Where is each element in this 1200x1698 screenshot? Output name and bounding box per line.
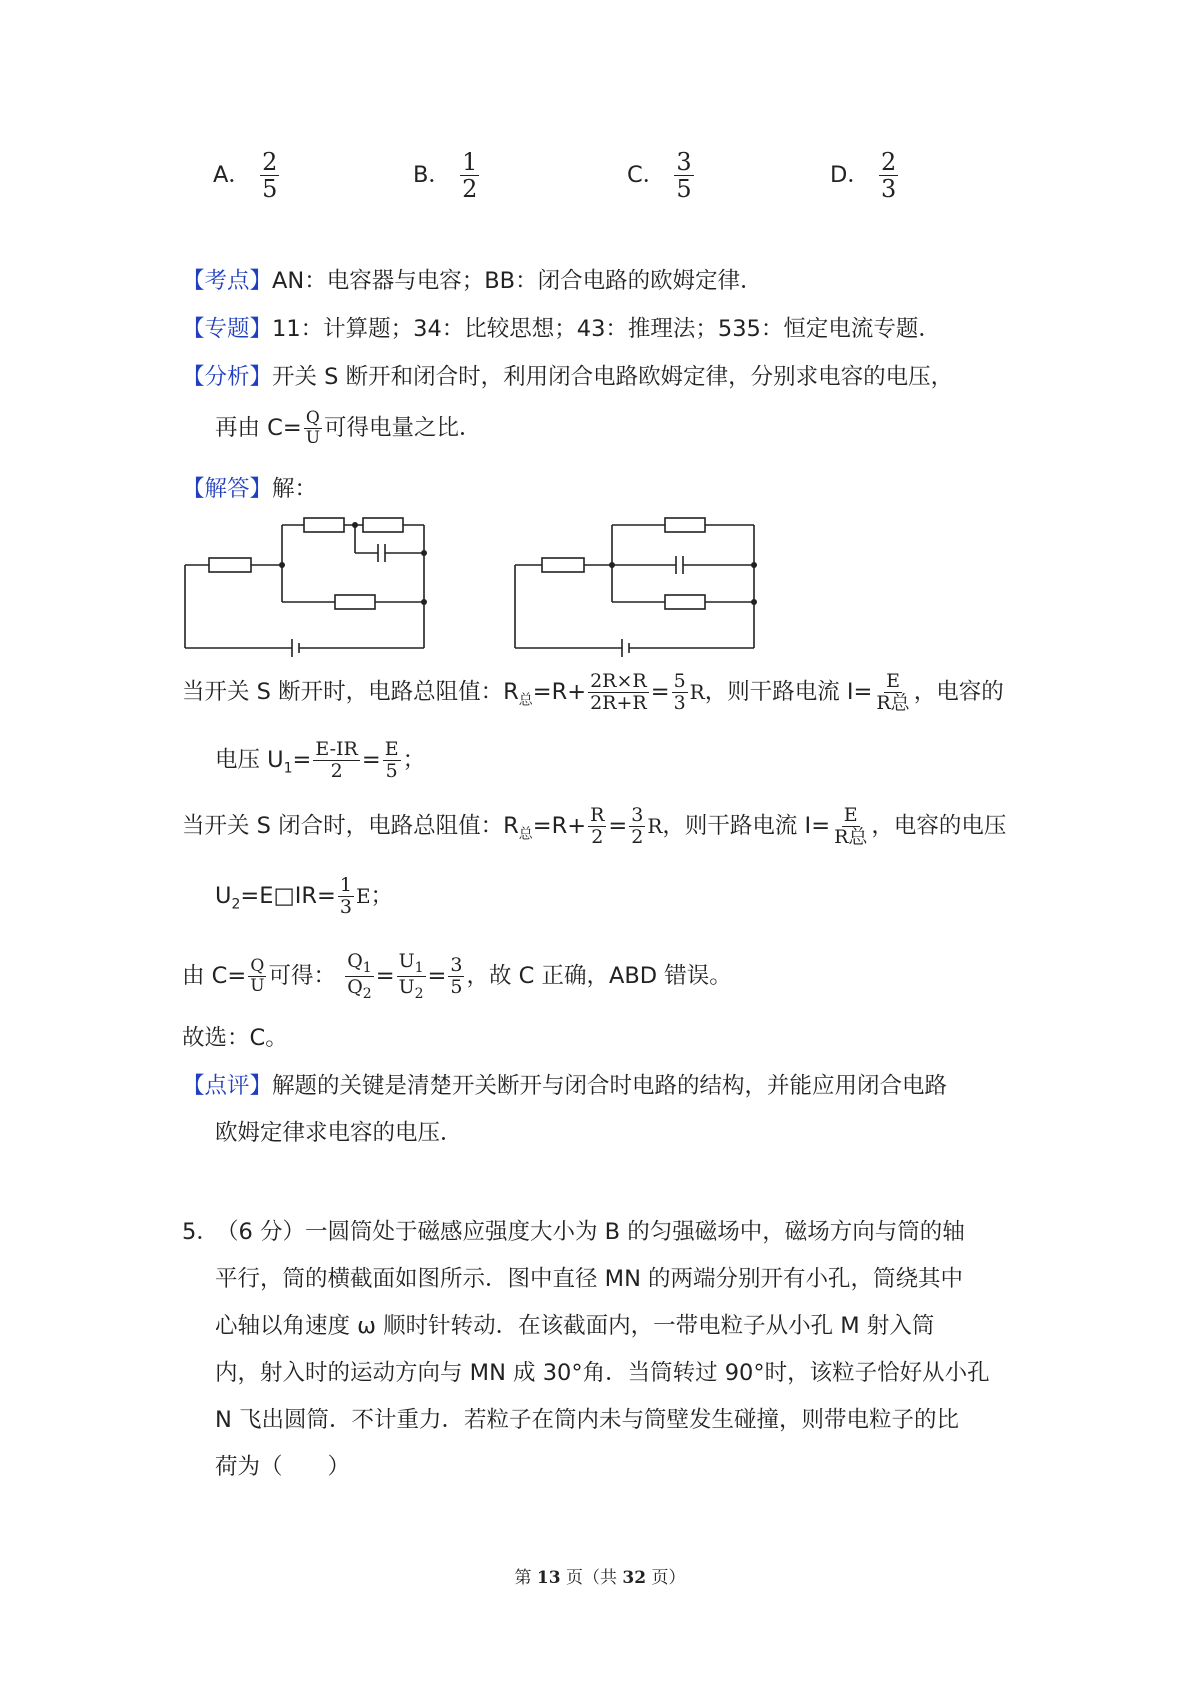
open-pre: 当开关 S 断开时，电路总阻值：R	[182, 679, 519, 705]
junction-dot	[421, 599, 427, 605]
fenxi-line1	[182, 362, 953, 392]
option-a-label: A．	[213, 162, 251, 188]
jieda-line	[182, 474, 317, 504]
q5-line2: 平行，筒的横截面如图所示．图中直径 MN 的两端分别开有小孔，筒绕其中	[215, 1266, 964, 1292]
open-fraction-4: $\frac{E-IR}{2}$	[315, 738, 358, 782]
resistor	[304, 518, 344, 532]
option-b	[413, 150, 481, 201]
dianping-line2: 欧姆定律求电容的电压．	[215, 1120, 463, 1146]
option-b-label: B．	[413, 162, 451, 188]
open-resistance-line	[182, 672, 1004, 716]
open-fraction-3: $\frac{E}{\text{R总}}$	[876, 670, 910, 714]
open-fraction-2: $\frac{5}{3}$	[673, 670, 686, 714]
open-voltage-line	[215, 740, 425, 784]
ratio-eq: =	[375, 962, 395, 989]
closed-v-mid: =E□IR=	[240, 883, 336, 909]
zhuanti-tag: 【专题】	[182, 316, 273, 342]
open-fraction-1: $\frac{2R\times R}{2R+R}$	[590, 670, 647, 714]
footer-pre: 第	[514, 1568, 537, 1588]
option-d-label: D．	[830, 162, 870, 188]
circuit-diagram-closed	[505, 515, 765, 665]
answer-line: 故选：C。	[182, 1025, 288, 1051]
closed-voltage-line	[215, 876, 393, 920]
open-v-eq2: =	[361, 747, 381, 773]
resistor	[209, 558, 251, 572]
ratio-eq2: =	[427, 962, 447, 989]
resistor	[363, 518, 403, 532]
closed-post: ，电容的电压	[871, 813, 1007, 839]
closed-r: R	[647, 814, 663, 838]
junction-dot	[751, 562, 757, 568]
kaodian-line	[182, 266, 763, 296]
fenxi-line2	[215, 410, 482, 447]
closed-fraction-2: $\frac{3}{2}$	[631, 804, 644, 848]
open-mid: =R+	[532, 679, 587, 705]
open-sub: 总	[518, 692, 533, 709]
closed-mid: =R+	[532, 813, 587, 839]
resistor	[665, 518, 705, 532]
closed-v-pre: U	[215, 883, 232, 909]
fenxi-post: 可得电量之比．	[324, 415, 482, 441]
ratio-q-fraction: $\frac{Q_1}{Q_2}$	[347, 950, 372, 1002]
closed-resistance-line	[182, 806, 1006, 850]
zhuanti-line	[182, 314, 941, 344]
open-v-eq: =	[292, 747, 312, 773]
fenxi-tag: 【分析】	[182, 364, 273, 390]
kaodian-tag: 【考点】	[182, 268, 273, 294]
closed-v-e: E	[355, 884, 371, 908]
fenxi-pre: 再由 C=	[215, 415, 302, 441]
q5-line5: N 飞出圆筒．不计重力．若粒子在筒内未与筒壁发生碰撞，则带电粒子的比	[215, 1407, 959, 1433]
resistor	[542, 558, 584, 572]
q5-number: 5．	[182, 1219, 219, 1245]
ratio-result-fraction: $\frac{3}{5}$	[450, 953, 463, 998]
dianping-tag: 【点评】	[182, 1073, 273, 1099]
ratio-c-fraction: $\frac{Q}{U}$	[250, 955, 265, 996]
closed-pre: 当开关 S 闭合时，电路总阻值：R	[182, 813, 519, 839]
junction-dot	[421, 550, 427, 556]
open-eq: =	[650, 679, 670, 705]
closed-fraction-3: $\frac{E}{\text{R总}}$	[834, 804, 868, 848]
junction-dot	[352, 522, 358, 528]
open-v-sub: 1	[283, 760, 293, 777]
option-a-fraction: $\frac{2}{5}$	[262, 148, 278, 203]
closed-fraction-4: $\frac{1}{3}$	[339, 874, 352, 918]
closed-fraction-1: $\frac{R}{2}$	[590, 804, 605, 848]
ratio-mid: 可得：	[268, 962, 337, 989]
jieda-text: 解：	[272, 476, 318, 502]
open-v-pre: 电压 U	[215, 747, 284, 773]
page-total: 32	[622, 1568, 647, 1588]
closed-eq: =	[608, 813, 628, 839]
page-number: 13	[536, 1568, 561, 1588]
footer-mid: 页（共	[560, 1568, 623, 1588]
zhuanti-text: 11：计算题；34：比较思想；43：推理法；535：恒定电流专题．	[272, 316, 941, 342]
option-c	[627, 150, 696, 201]
ratio-post: ，故 C 正确，ABD 错误。	[466, 962, 732, 989]
q5-text-1: （6 分）一圆筒处于磁感应强度大小为 B 的匀强磁场中，磁场方向与筒的轴	[216, 1219, 965, 1245]
option-d	[830, 150, 900, 201]
option-a	[213, 150, 281, 201]
option-c-fraction: $\frac{3}{5}$	[676, 148, 692, 203]
q5-line3: 心轴以角速度 ω 顺时针转动．在该截面内，一带电粒子从小孔 M 射入筒	[215, 1313, 935, 1339]
ratio-pre: 由 C=	[182, 962, 247, 989]
kaodian-text: AN：电容器与电容；BB：闭合电路的欧姆定律．	[272, 268, 763, 294]
junction-dot	[609, 562, 615, 568]
option-b-fraction: $\frac{1}{2}$	[462, 148, 478, 203]
dianping-line1	[182, 1071, 947, 1101]
capacitance-fraction: $\frac{Q}{U}$	[305, 408, 321, 448]
fenxi-text-1: 开关 S 断开和闭合时，利用闭合电路欧姆定律，分别求电容的电压，	[272, 364, 954, 390]
resistor	[665, 595, 705, 609]
q5-line6: 荷为（ ）	[215, 1454, 351, 1480]
q5-line1	[182, 1217, 965, 1247]
option-d-fraction: $\frac{2}{3}$	[880, 148, 897, 203]
ratio-line	[182, 952, 732, 1001]
closed-v-sub: 2	[231, 896, 241, 913]
footer-post: 页）	[646, 1568, 686, 1588]
ratio-u-fraction: $\frac{U_1}{U_2}$	[398, 950, 424, 1002]
page-footer	[0, 1563, 1200, 1588]
q5-line4: 内，射入时的运动方向与 MN 成 30°角．当筒转过 90°时，该粒子恰好从小孔	[215, 1360, 990, 1386]
dianping-text-1: 解题的关键是清楚开关断开与闭合时电路的结构，并能应用闭合电路	[272, 1073, 948, 1099]
resistor	[335, 595, 375, 609]
open-post: ，电容的	[913, 679, 1004, 705]
closed-v-end: ；	[370, 883, 394, 909]
closed-current: ，则干路电流 I=	[662, 813, 831, 839]
junction-dot	[279, 562, 285, 568]
open-v-end: ；	[402, 747, 426, 773]
open-fraction-5: $\frac{E}{5}$	[384, 738, 399, 782]
junction-dot	[751, 599, 757, 605]
open-current: ，则干路电流 I=	[704, 679, 873, 705]
jieda-tag: 【解答】	[182, 476, 273, 502]
open-r: R	[689, 680, 705, 704]
circuit-diagram-open	[175, 505, 435, 665]
option-c-label: C．	[627, 162, 666, 188]
closed-sub: 总	[518, 826, 533, 843]
